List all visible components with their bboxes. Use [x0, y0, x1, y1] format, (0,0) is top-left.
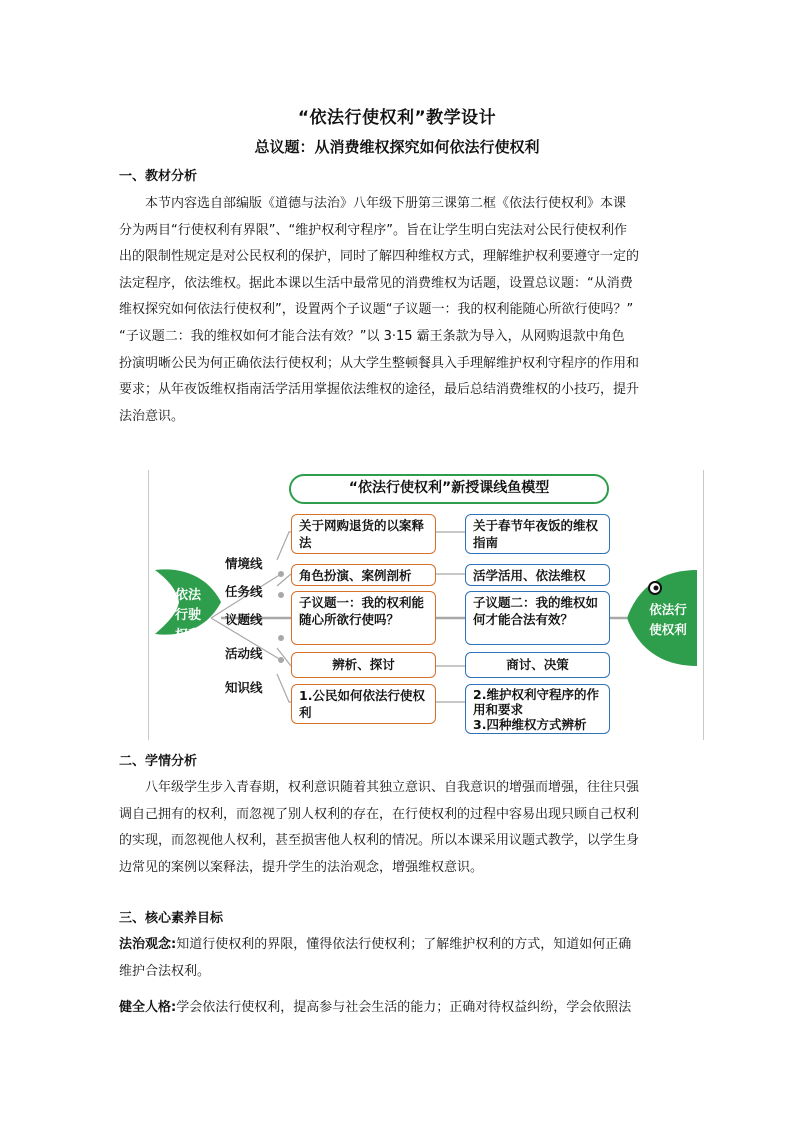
fish-model-diagram [148, 470, 704, 740]
right-box-situation: 关于春节年夜饭的维权指南 [465, 514, 610, 554]
left-box-task: 角色扮演、案例剖析 [291, 564, 436, 586]
paragraph-student-analysis [119, 775, 679, 881]
paragraph-sound-personality [119, 995, 679, 1022]
line-label-situation: 情境线 [225, 556, 263, 571]
right-box-subtopic-2: 子议题二：我的维权如何才能合法有效？ [465, 591, 610, 645]
text-line: 调自己拥有的权利，而忽视了别人权利的存在，在行使权利的过程中容易出现只顾自己权利 [119, 806, 640, 822]
text-line: 法定程序，依法维权。据此本课以生活中最常见的消费维权为话题，设置总议题：“从消费 [119, 275, 633, 291]
text-line: 出的限制性规定是对公民权利的保护，同时了解四种维权方式，理解维护权利要遵守一定的 [119, 249, 640, 265]
bone-line [277, 532, 291, 560]
text-line: 八年级学生步入青春期，权利意识随着其独立意识、自我意识的增强而增强，往往只强 [145, 780, 640, 795]
fish-tail-line: 依法 [174, 588, 201, 603]
section-heading-textbook-analysis: 一、教材分析 [119, 169, 198, 184]
goal-label-rule-of-law: 法治观念: [119, 937, 177, 952]
diagram-title: “依法行使权利”新授课线鱼模型 [289, 474, 609, 504]
line-label-activity: 活动线 [225, 646, 263, 661]
bone-line [277, 674, 291, 702]
text-line: 本节内容选自部编版《道德与法治》八年级下册第三课第二框《依法行使权利》本课 [145, 196, 627, 211]
text-line: 的实现，而忽视他人权利，甚至损害他人权利的情况。所以本课采用议题式教学，以学生身 [119, 833, 640, 849]
fish-tail-text [167, 586, 209, 646]
line-label-topic: 议题线 [225, 612, 263, 627]
left-box-subtopic-1: 子议题一：我的权利能随心所欲行使吗？ [291, 591, 436, 645]
text-line: 扮演明晰公民为何正确依法行使权利；从大学生整顿餐具入手理解维护权利守程序的作用和 [119, 355, 640, 371]
line-label-task: 任务线 [225, 584, 263, 599]
knowledge-item: 3.四种维权方式辨析 [473, 717, 587, 732]
fish-tail-line: 权利 [174, 628, 201, 643]
right-box-activity: 商讨、决策 [465, 652, 610, 678]
right-box-task: 活学活用、依法维权 [465, 564, 610, 586]
section-heading-student-analysis: 二、学情分析 [119, 754, 198, 769]
goal-label-personality: 健全人格: [119, 1000, 177, 1015]
left-box-situation: 关于网购退货的以案释法 [291, 514, 436, 554]
fish-tail-line: 行驶 [174, 608, 201, 623]
bone-line [277, 648, 291, 666]
left-box-activity: 辨析、探讨 [291, 652, 436, 678]
text-line: 法治意识。 [119, 408, 185, 424]
bone-dot [278, 657, 284, 663]
fish-head-text [645, 600, 691, 640]
bone-dot [278, 571, 284, 577]
text-line: 知道行使权利的界限，懂得依法行使权利；了解维护权利的方式，知道如何正确 [176, 937, 632, 952]
line-label-knowledge: 知识线 [225, 680, 263, 695]
bone-dot [278, 635, 284, 641]
knowledge-item: 2.维护权利守程序的作用和要求 [473, 687, 599, 717]
text-line: 要求；从年夜饭维权指南活学活用掌握依法维权的途径，最后总结消费维权的小技巧，提升 [119, 382, 640, 398]
bone-dot [278, 592, 284, 598]
text-line: 边常见的案例以案释法，提升学生的法治观念，增强维权意识。 [119, 859, 484, 875]
fish-pupil [654, 586, 659, 591]
fish-head-line: 依法行 [649, 602, 687, 617]
text-line: 维权探究如何依法行使权利”，设置两个子议题“子议题一：我的权利能随心所欲行使吗？” [119, 302, 634, 318]
right-box-knowledge [465, 684, 610, 734]
left-box-knowledge: 1.公民如何依法行使权利 [291, 684, 436, 724]
document-title: “依法行使权利”教学设计 [297, 108, 497, 128]
paragraph-textbook-analysis [119, 191, 679, 430]
paragraph-rule-of-law [119, 932, 679, 985]
text-line: 学会依法行使权利，提高参与社会生活的能力；正确对待权益纠纷，学会依照法 [176, 1000, 632, 1015]
document-subtitle: 总议题：从消费维权探究如何依法行使权利 [254, 138, 540, 156]
text-line: 维护合法权利。 [119, 963, 211, 979]
section-heading-core-goals: 三、核心素养目标 [119, 911, 224, 926]
fish-head-line: 使权利 [649, 622, 687, 637]
text-line: “子议题二：我的维权如何才能合法有效？”以 3·15 霸王条款为导入，从网购退款中角色 [119, 328, 625, 344]
text-line: 分为两目“行使权利有界限”、“维护权利守程序”。旨在让学生明白宪法对公民行使权利作 [119, 222, 627, 238]
